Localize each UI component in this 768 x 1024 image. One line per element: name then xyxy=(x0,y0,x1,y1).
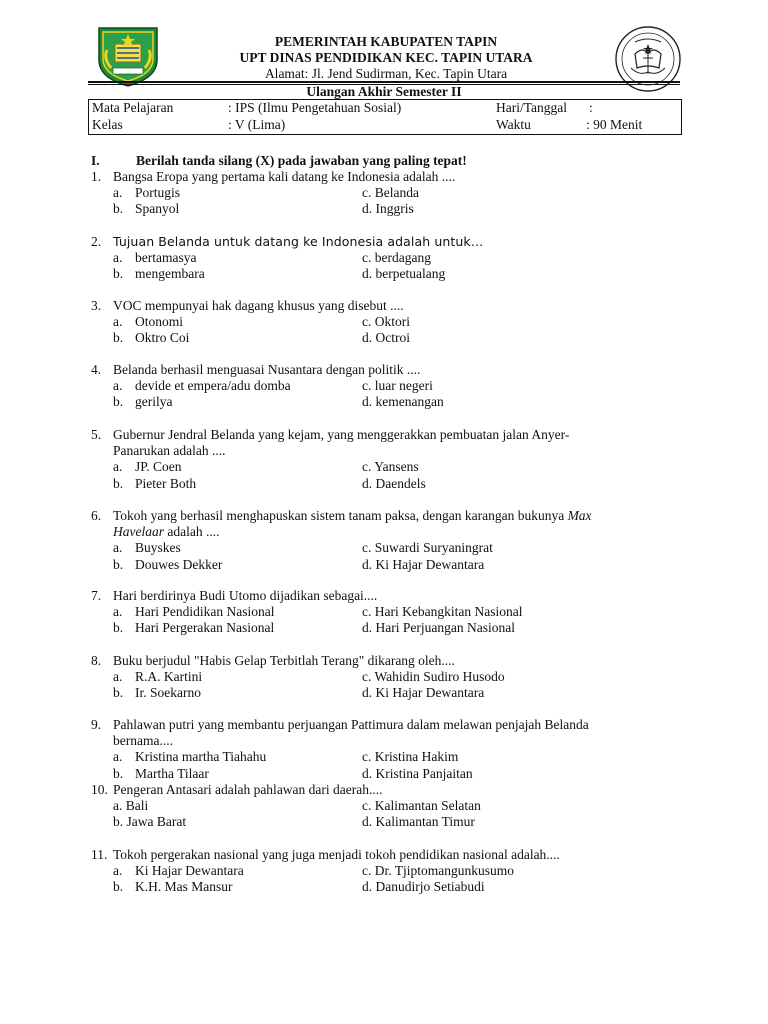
question-11 xyxy=(91,847,691,896)
option-c: c. Kristina Hakim xyxy=(362,749,459,765)
option-b: Ir. Soekarno xyxy=(135,685,201,701)
option-a: Bali xyxy=(125,798,149,814)
section-number: I. xyxy=(91,153,100,168)
option-b-letter: b. xyxy=(113,330,124,346)
option-a: Ki Hajar Dewantara xyxy=(135,863,244,879)
option-d: d. Kalimantan Timur xyxy=(362,814,475,830)
option-a: Hari Pendidikan Nasional xyxy=(135,604,275,620)
option-a-letter: a. xyxy=(113,378,123,394)
option-a-letter: a. xyxy=(113,314,123,330)
option-a: JP. Coen xyxy=(135,459,182,475)
government-name: PEMERINTAH KABUPATEN TAPIN xyxy=(274,34,498,49)
option-a-letter: a. xyxy=(113,669,123,685)
option-d: d. Kristina Panjaitan xyxy=(362,765,473,781)
option-a-letter: a. xyxy=(113,604,123,620)
option-b: Hari Pergerakan Nasional xyxy=(135,620,275,636)
option-b: gerilya xyxy=(135,394,173,410)
letterhead xyxy=(0,18,768,81)
option-a-letter: a. xyxy=(113,185,123,201)
option-a: bertamasya xyxy=(135,250,197,266)
option-d: d. Ki Hajar Dewantara xyxy=(362,685,485,701)
question-number: 2. xyxy=(91,234,102,249)
option-d: d. Octroi xyxy=(362,330,410,346)
question-1 xyxy=(91,169,691,218)
option-d: d. kemenangan xyxy=(362,394,444,410)
book-title-part-1: Max xyxy=(567,508,592,523)
question-10 xyxy=(91,782,691,831)
question-6 xyxy=(91,508,691,573)
option-d: d. berpetualang xyxy=(362,266,446,282)
question-text: Hari berdirinya Budi Utomo dijadikan sebagai.... xyxy=(113,588,378,603)
info-row-subject xyxy=(89,100,681,116)
question-text: Belanda berhasil menguasai Nusantara dengan politik .... xyxy=(113,362,421,377)
question-7 xyxy=(91,588,691,637)
option-b: K.H. Mas Mansur xyxy=(135,879,233,895)
option-a-letter: a. xyxy=(113,749,123,765)
question-text: Tujuan Belanda untuk datang ke Indonesia adalah untuk… xyxy=(113,234,484,249)
option-c: c. berdagang xyxy=(362,250,431,266)
option-a: Otonomi xyxy=(135,314,184,330)
office-address: Alamat: Jl. Jend Sudirman, Kec. Tapin Utara xyxy=(264,66,508,81)
option-a-letter: a. xyxy=(113,250,123,266)
option-d: d. Daendels xyxy=(362,475,426,491)
option-d: d. Danudirjo Setiabudi xyxy=(362,879,485,895)
question-text: Buku berjudul "Habis Gelap Terbitlah Terang" dikarang oleh.... xyxy=(113,653,455,668)
option-a-letter: a. xyxy=(113,540,123,556)
option-b: Douwes Dekker xyxy=(135,556,223,572)
question-text: Bangsa Eropa yang pertama kali datang ke Indonesia adalah .... xyxy=(113,169,456,184)
option-c: c. Hari Kebangkitan Nasional xyxy=(362,604,523,620)
option-c: c. Kalimantan Selatan xyxy=(362,798,481,814)
subject-label: Mata Pelajaran xyxy=(92,100,174,115)
option-b: mengembara xyxy=(135,266,205,282)
option-c: c. Suwardi Suryaningrat xyxy=(362,540,493,556)
option-a-letter: a. xyxy=(113,798,123,814)
exam-info-box xyxy=(88,99,682,135)
question-number: 11. xyxy=(91,847,108,862)
question-number: 9. xyxy=(91,717,102,732)
question-5 xyxy=(91,427,691,492)
date-value: : xyxy=(589,100,593,115)
option-c: c. Dr. Tjiptomangunkusumo xyxy=(362,863,514,879)
question-text-line-2: bernama.... xyxy=(113,733,173,749)
option-a: Buyskes xyxy=(135,540,181,556)
question-9 xyxy=(91,717,691,782)
question-text-line-1: Gubernur Jendral Belanda yang kejam, yang menggerakkan pembuatan jalan Anyer- xyxy=(113,427,570,442)
option-a: R.A. Kartini xyxy=(135,669,203,685)
question-text: VOC mempunyai hak dagang khusus yang disebut .... xyxy=(113,298,404,313)
class-label: Kelas xyxy=(92,117,123,132)
question-text-line-1: Tokoh yang berhasil menghapuskan sistem tanam paksa, dengan karangan bukunya xyxy=(113,508,565,523)
option-a-letter: a. xyxy=(113,459,123,475)
option-b: Martha Tilaar xyxy=(135,765,209,781)
option-b-letter: b. xyxy=(113,620,124,636)
question-text-line-2: Panarukan adalah .... xyxy=(113,443,226,459)
exam-title: Ulangan Akhir Semester II xyxy=(306,84,462,99)
date-label: Hari/Tanggal xyxy=(496,100,568,115)
time-label: Waktu xyxy=(496,117,531,132)
option-b: Jawa Barat xyxy=(126,814,187,830)
option-b-letter: b. xyxy=(113,475,124,491)
question-text: Pengeran Antasari adalah pahlawan dari daerah.... xyxy=(113,782,383,797)
question-text-line-2: adalah .... xyxy=(167,524,220,540)
option-c: c. Wahidin Sudiro Husodo xyxy=(362,669,505,685)
option-d: d. Ki Hajar Dewantara xyxy=(362,556,485,572)
option-b-letter: b. xyxy=(113,765,124,781)
letterhead-text xyxy=(170,34,602,82)
question-number: 4. xyxy=(91,362,102,377)
option-b: Oktro Coi xyxy=(135,330,190,346)
option-d: d. Hari Perjuangan Nasional xyxy=(362,620,515,636)
option-a: Kristina martha Tiahahu xyxy=(135,749,267,765)
info-row-class xyxy=(89,117,681,133)
option-c: c. Yansens xyxy=(362,459,419,475)
option-c: c. Belanda xyxy=(362,185,419,201)
question-3 xyxy=(91,298,691,347)
option-a: devide et empera/adu domba xyxy=(135,378,291,394)
book-title-part-2: Havelaar xyxy=(113,524,164,540)
question-number: 6. xyxy=(91,508,102,523)
question-number: 10. xyxy=(91,782,108,797)
class-value: : V (Lima) xyxy=(228,117,286,132)
question-text: Tokoh pergerakan nasional yang juga menjadi tokoh pendidikan nasional adalah.... xyxy=(113,847,560,862)
question-2 xyxy=(91,234,691,283)
option-b: Pieter Both xyxy=(135,475,197,491)
office-name: UPT DINAS PENDIDIKAN KEC. TAPIN UTARA xyxy=(239,50,533,65)
question-text-line-1: Pahlawan putri yang membantu perjuangan Pattimura dalam melawan penjajah Belanda xyxy=(113,717,589,732)
question-number: 3. xyxy=(91,298,102,313)
option-a-letter: a. xyxy=(113,863,123,879)
option-b-letter: b. xyxy=(113,201,124,217)
option-a: Portugis xyxy=(135,185,181,201)
option-b-letter: b. xyxy=(113,556,124,572)
question-8 xyxy=(91,653,691,702)
question-number: 5. xyxy=(91,427,102,442)
time-value: : 90 Menit xyxy=(586,117,643,132)
option-b-letter: b. xyxy=(113,814,124,830)
letterhead-divider-thick xyxy=(88,81,680,83)
option-b-letter: b. xyxy=(113,879,124,895)
option-b-letter: b. xyxy=(113,394,124,410)
option-b-letter: b. xyxy=(113,266,124,282)
question-number: 8. xyxy=(91,653,102,668)
option-b: Spanyol xyxy=(135,201,180,217)
option-c: c. luar negeri xyxy=(362,378,433,394)
option-d: d. Inggris xyxy=(362,201,414,217)
option-b-letter: b. xyxy=(113,685,124,701)
question-number: 7. xyxy=(91,588,102,603)
instruction-text: Berilah tanda silang (X) pada jawaban yang paling tepat! xyxy=(136,153,467,168)
option-c: c. Oktori xyxy=(362,314,410,330)
question-number: 1. xyxy=(91,169,102,184)
subject-value: : IPS (Ilmu Pengetahuan Sosial) xyxy=(228,100,402,115)
question-4 xyxy=(91,362,691,411)
tapin-regency-emblem-icon xyxy=(93,24,163,88)
